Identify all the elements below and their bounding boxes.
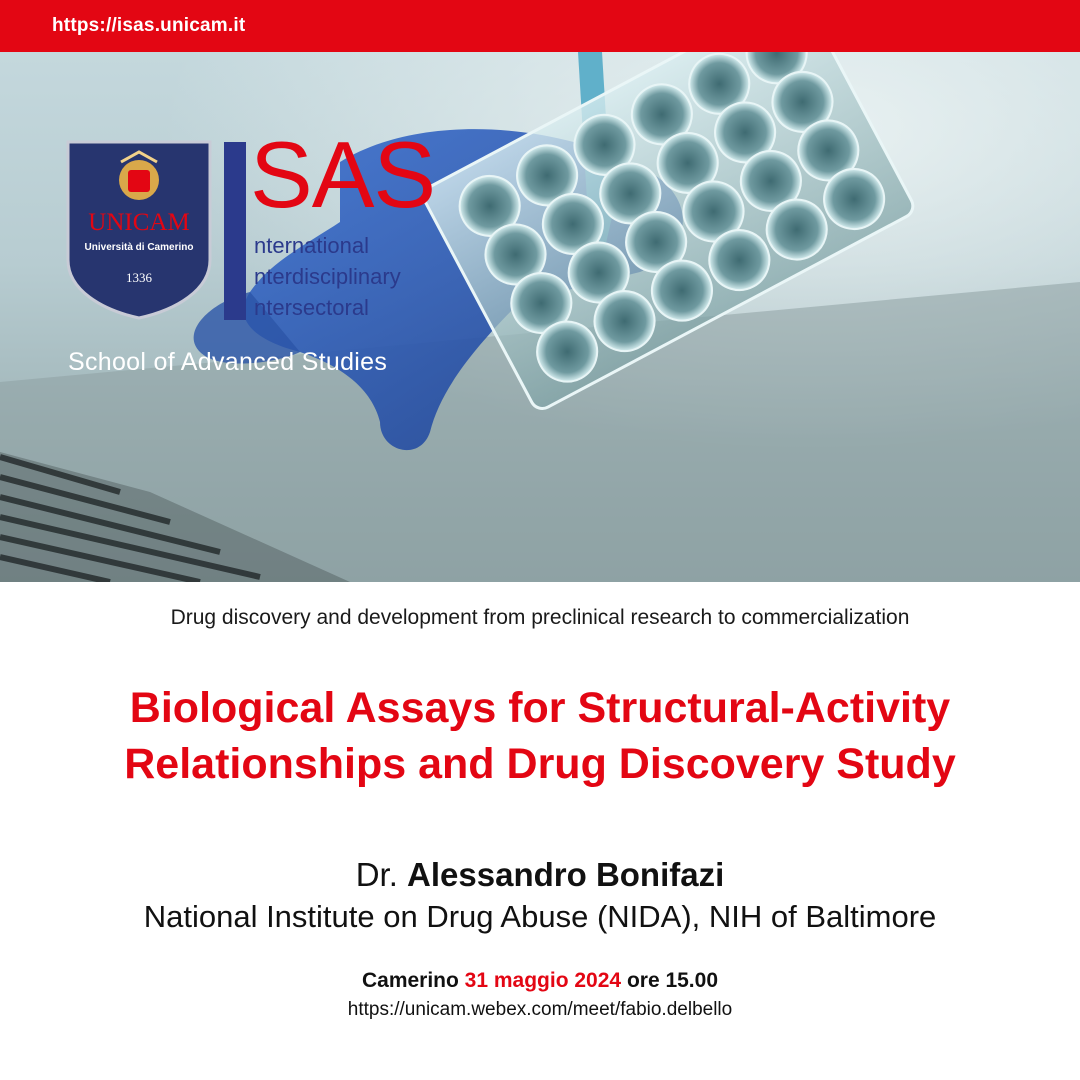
isas-wordmark: SAS bbox=[250, 122, 436, 227]
series-subtitle: Drug discovery and development from preclinical research to commercialization bbox=[170, 606, 910, 629]
meeting-link[interactable]: https://unicam.webex.com/meet/fabio.delbello bbox=[347, 999, 733, 1020]
event-place: Camerino bbox=[361, 969, 459, 992]
speaker-affiliation: National Institute on Drug Abuse (NIDA), NIH of Baltimore bbox=[143, 899, 937, 934]
top-bar bbox=[0, 0, 1080, 52]
shield-university-text: Università di Camerino bbox=[84, 242, 194, 253]
event-datetime bbox=[0, 969, 1080, 993]
isas-i-bar bbox=[224, 142, 246, 320]
website-link[interactable]: https://isas.unicam.it bbox=[52, 15, 246, 36]
event-title-line-2: Relationships and Drug Discovery Study bbox=[124, 740, 956, 788]
isas-line-interdisciplinary: nterdisciplinary bbox=[254, 264, 401, 289]
event-date: 31 maggio 2024 bbox=[464, 969, 622, 992]
isas-line-international: nternational bbox=[254, 233, 369, 258]
event-title-line-1: Biological Assays for Structural-Activity bbox=[129, 684, 951, 732]
isas-line-intersectoral: ntersectoral bbox=[254, 295, 369, 320]
hero-photo bbox=[0, 52, 1080, 582]
speaker-prefix: Dr. bbox=[355, 856, 398, 893]
speaker-name: Alessandro Bonifazi bbox=[407, 856, 725, 893]
school-name: School of Advanced Studies bbox=[68, 348, 388, 376]
shield-year-text: 1336 bbox=[126, 270, 152, 285]
speaker bbox=[0, 856, 1080, 894]
shield-unicam-text: UNICAM bbox=[88, 209, 190, 236]
event-time: ore 15.00 bbox=[626, 969, 719, 992]
unicam-shield-logo bbox=[66, 140, 212, 320]
event-title bbox=[0, 680, 1080, 792]
